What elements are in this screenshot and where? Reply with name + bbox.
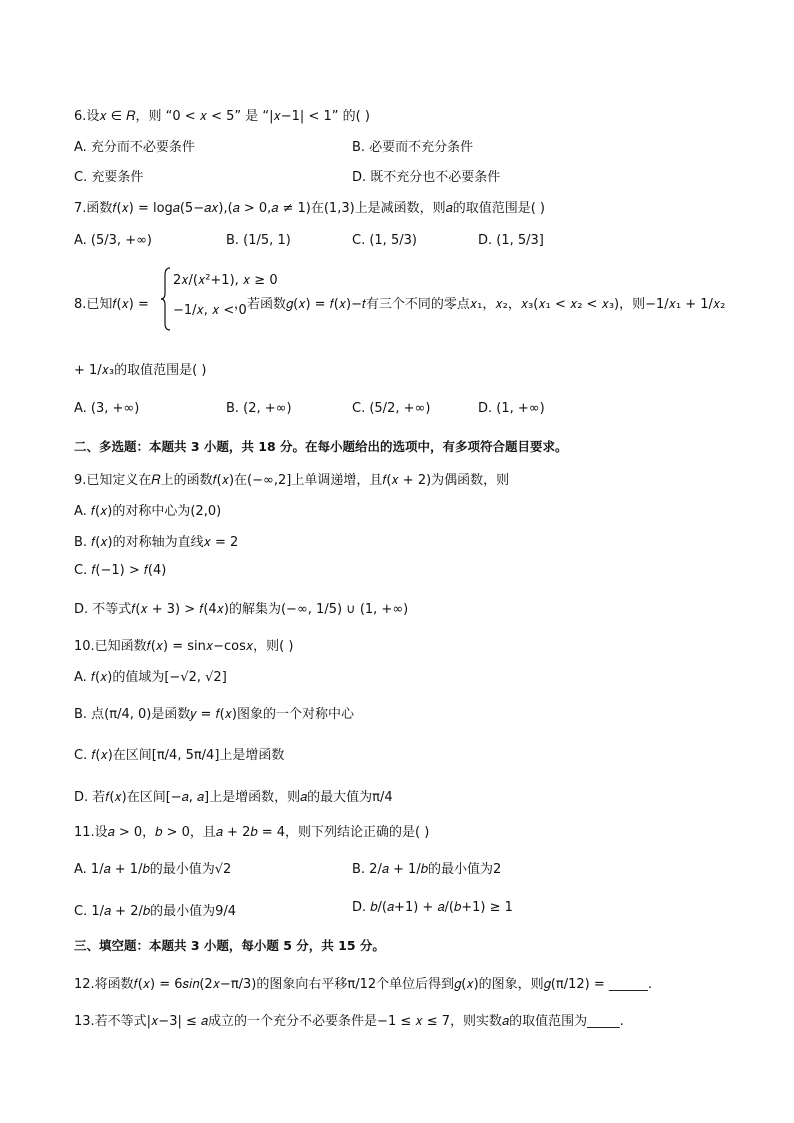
question-6-option-a: A. 充分而不必要条件 xyxy=(74,140,195,155)
question-7-stem: 7.函数𝑓(𝑥) = log𝑎(5−𝑎𝑥),(𝑎 > 0,𝑎 ≠ 1)在(1,3)上是减函数，则𝑎的取值范围是( ) xyxy=(74,201,546,216)
question-9-option-b: B. 𝑓(𝑥)的对称轴为直线𝑥 = 2 xyxy=(74,535,239,550)
piecewise-case-1: 2𝑥/(𝑥²+1), 𝑥 ≥ 0 xyxy=(173,273,278,288)
question-10-option-c: C. 𝑓(𝑥)在区间[π/4, 5π/4]上是增函数 xyxy=(74,748,285,763)
question-7-option-a: A. (5/3, +∞) xyxy=(74,233,152,248)
question-8-stem-prefix: 8.已知𝑓(𝑥) = xyxy=(74,297,149,312)
question-8-option-a: A. (3, +∞) xyxy=(74,401,140,416)
question-7-option-c: C. (1, 5/3) xyxy=(352,233,417,248)
piecewise-function xyxy=(161,267,278,333)
question-11-option-c: C. 1/𝑎 + 2/𝑏的最小值为9/4 xyxy=(74,904,237,919)
question-6-option-b: B. 必要而不充分条件 xyxy=(352,140,474,155)
question-10-option-b: B. 点(π/4, 0)是函数𝑦 = 𝑓(𝑥)图象的一个对称中心 xyxy=(74,707,354,722)
question-11-option-d: D. 𝑏/(𝑎+1) + 𝑎/(𝑏+1) ≥ 1 xyxy=(352,900,513,915)
question-12: 12.将函数𝑓(𝑥) = 6𝑠𝑖𝑛(2𝑥−π/3)的图象向右平移π/12个单位后得到𝑔(𝑥)的图象，则𝑔(π/12) = ______. xyxy=(74,977,652,992)
question-10-option-d: D. 若𝑓(𝑥)在区间[−𝑎, 𝑎]上是增函数，则𝑎的最大值为π/4 xyxy=(74,790,393,805)
question-6-option-c: C. 充要条件 xyxy=(74,170,144,185)
question-9-stem: 9.已知定义在𝑅上的函数𝑓(𝑥)在(−∞,2]上单调递增，且𝑓(𝑥 + 2)为偶函数，则 xyxy=(74,473,510,488)
question-6-option-d: D. 既不充分也不必要条件 xyxy=(352,170,501,185)
question-8-stem-continued: + 1/𝑥₃的取值范围是( ) xyxy=(74,363,207,378)
question-11-option-b: B. 2/𝑎 + 1/𝑏的最小值为2 xyxy=(352,862,502,877)
question-11-stem: 11.设𝑎 > 0，𝑏 > 0，且𝑎 + 2𝑏 = 4，则下列结论正确的是( ) xyxy=(74,825,430,840)
question-7-option-d: D. (1, 5/3] xyxy=(478,233,544,248)
question-10-option-a: A. 𝑓(𝑥)的值域为[−√2, √2] xyxy=(74,670,227,685)
question-11-option-a: A. 1/𝑎 + 1/𝑏的最小值为√2 xyxy=(74,862,232,877)
question-7-option-b: B. (1/5, 1) xyxy=(226,233,291,248)
question-9-option-a: A. 𝑓(𝑥)的对称中心为(2,0) xyxy=(74,504,222,519)
section-2-heading: 二、多选题：本题共 3 小题，共 18 分。在每小题给出的选项中，有多项符合题目要求。 xyxy=(74,439,568,454)
question-6-stem: 6.设𝑥 ∈ 𝑅，则 “0 < 𝑥 < 5” 是 “|𝑥−1| < 1” 的( ) xyxy=(74,109,370,124)
question-8-option-c: C. (5/2, +∞) xyxy=(352,401,431,416)
question-9-option-d: D. 不等式𝑓(𝑥 + 3) > 𝑓(4𝑥)的解集为(−∞, 1/5) ∪ (1, +∞) xyxy=(74,602,409,617)
piecewise-case-2: −1/𝑥, 𝑥 < 0 xyxy=(173,303,247,318)
question-13: 13.若不等式|𝑥−3| ≤ 𝑎成立的一个充分不必要条件是−1 ≤ 𝑥 ≤ 7，则实数𝑎的取值范围为_____. xyxy=(74,1014,624,1029)
question-9-option-c: C. 𝑓(−1) > 𝑓(4) xyxy=(74,563,167,578)
question-10-stem: 10.已知函数𝑓(𝑥) = sin𝑥−cos𝑥，则( ) xyxy=(74,639,294,654)
question-8-option-d: D. (1, +∞) xyxy=(478,401,545,416)
question-8-option-b: B. (2, +∞) xyxy=(226,401,292,416)
section-3-heading: 三、填空题：本题共 3 小题，每小题 5 分，共 15 分。 xyxy=(74,938,385,953)
question-8-stem-main: ，若函数𝑔(𝑥) = 𝑓(𝑥)−𝑡有三个不同的零点𝑥₁，𝑥₂，𝑥₃(𝑥₁ < 𝑥₂ < 𝑥₃)，则−1/𝑥₁ + 1/𝑥₂ xyxy=(234,297,726,312)
left-brace-icon xyxy=(161,267,171,331)
